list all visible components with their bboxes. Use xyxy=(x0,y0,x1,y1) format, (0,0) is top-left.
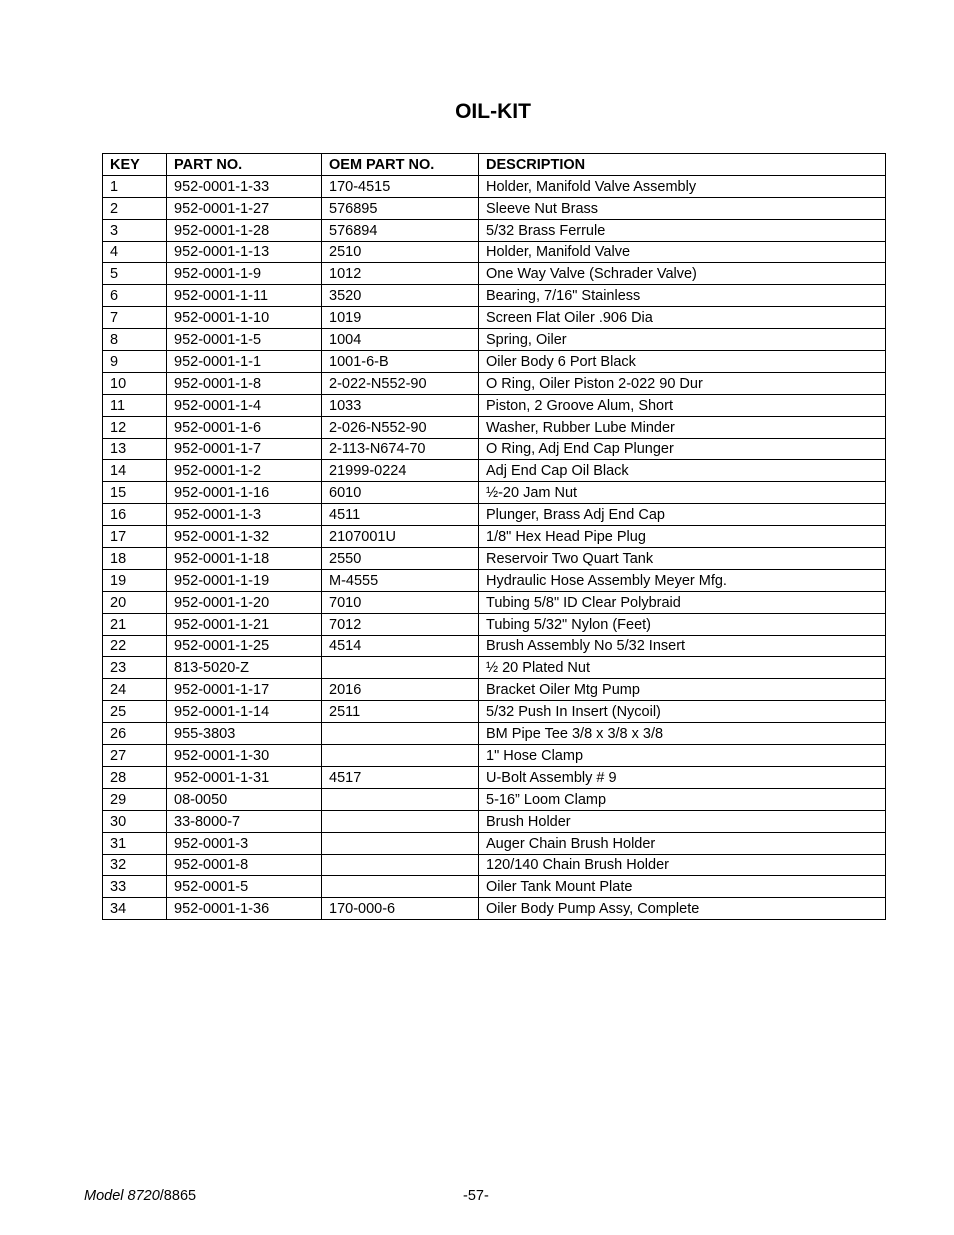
cell-oem-part-no: 1004 xyxy=(322,329,479,351)
cell-key: 4 xyxy=(103,241,167,263)
cell-oem-part-no xyxy=(322,745,479,767)
cell-description: Oiler Body 6 Port Black xyxy=(479,351,886,373)
cell-key: 31 xyxy=(103,832,167,854)
cell-key: 32 xyxy=(103,854,167,876)
cell-description: Adj End Cap Oil Black xyxy=(479,460,886,482)
cell-part-no: 952-0001-1-14 xyxy=(167,701,322,723)
cell-part-no: 952-0001-1-9 xyxy=(167,263,322,285)
table-row xyxy=(103,854,886,876)
table-row xyxy=(103,788,886,810)
table-row xyxy=(103,591,886,613)
cell-oem-part-no: 2510 xyxy=(322,241,479,263)
cell-part-no: 952-0001-1-31 xyxy=(167,766,322,788)
cell-description: Piston, 2 Groove Alum, Short xyxy=(479,394,886,416)
cell-oem-part-no: 7012 xyxy=(322,613,479,635)
cell-description: BM Pipe Tee 3/8 x 3/8 x 3/8 xyxy=(479,723,886,745)
cell-key: 17 xyxy=(103,526,167,548)
table-row xyxy=(103,219,886,241)
cell-key: 21 xyxy=(103,613,167,635)
cell-oem-part-no: 3520 xyxy=(322,285,479,307)
cell-oem-part-no: 1012 xyxy=(322,263,479,285)
cell-key: 25 xyxy=(103,701,167,723)
table-row xyxy=(103,241,886,263)
cell-part-no: 952-0001-1-19 xyxy=(167,569,322,591)
cell-key: 1 xyxy=(103,175,167,197)
cell-oem-part-no: 1033 xyxy=(322,394,479,416)
table-row xyxy=(103,679,886,701)
cell-part-no: 952-0001-1-11 xyxy=(167,285,322,307)
cell-description: Holder, Manifold Valve Assembly xyxy=(479,175,886,197)
cell-oem-part-no: 576894 xyxy=(322,219,479,241)
cell-part-no: 952-0001-1-7 xyxy=(167,438,322,460)
table-row xyxy=(103,416,886,438)
cell-part-no: 952-0001-1-28 xyxy=(167,219,322,241)
table-row xyxy=(103,394,886,416)
cell-key: 5 xyxy=(103,263,167,285)
cell-part-no: 952-0001-1-2 xyxy=(167,460,322,482)
table-row xyxy=(103,438,886,460)
cell-key: 3 xyxy=(103,219,167,241)
table-row xyxy=(103,723,886,745)
footer-model xyxy=(84,1188,196,1204)
cell-key: 8 xyxy=(103,329,167,351)
cell-part-no: 952-0001-1-20 xyxy=(167,591,322,613)
cell-part-no: 33-8000-7 xyxy=(167,810,322,832)
cell-key: 20 xyxy=(103,591,167,613)
cell-oem-part-no: 6010 xyxy=(322,482,479,504)
cell-key: 13 xyxy=(103,438,167,460)
cell-part-no: 952-0001-1-32 xyxy=(167,526,322,548)
table-row xyxy=(103,175,886,197)
cell-oem-part-no: 170-000-6 xyxy=(322,898,479,920)
table-row xyxy=(103,307,886,329)
table-row xyxy=(103,329,886,351)
page-title: OIL-KIT xyxy=(455,100,531,123)
cell-description: Spring, Oiler xyxy=(479,329,886,351)
cell-description: Washer, Rubber Lube Minder xyxy=(479,416,886,438)
cell-oem-part-no: 21999-0224 xyxy=(322,460,479,482)
cell-oem-part-no: 1019 xyxy=(322,307,479,329)
cell-oem-part-no: 2511 xyxy=(322,701,479,723)
cell-description: 1" Hose Clamp xyxy=(479,745,886,767)
cell-oem-part-no: 576895 xyxy=(322,197,479,219)
cell-key: 30 xyxy=(103,810,167,832)
cell-oem-part-no xyxy=(322,723,479,745)
cell-description: 5-16” Loom Clamp xyxy=(479,788,886,810)
cell-key: 6 xyxy=(103,285,167,307)
cell-description: 5/32 Brass Ferrule xyxy=(479,219,886,241)
cell-description: O Ring, Adj End Cap Plunger xyxy=(479,438,886,460)
cell-oem-part-no xyxy=(322,657,479,679)
table-row xyxy=(103,569,886,591)
cell-description: ½ 20 Plated Nut xyxy=(479,657,886,679)
cell-part-no: 952-0001-1-5 xyxy=(167,329,322,351)
cell-key: 7 xyxy=(103,307,167,329)
cell-description: Oiler Body Pump Assy, Complete xyxy=(479,898,886,920)
cell-description: U-Bolt Assembly # 9 xyxy=(479,766,886,788)
cell-part-no: 955-3803 xyxy=(167,723,322,745)
cell-key: 15 xyxy=(103,482,167,504)
cell-description: Screen Flat Oiler .906 Dia xyxy=(479,307,886,329)
cell-part-no: 952-0001-1-4 xyxy=(167,394,322,416)
cell-description: ½-20 Jam Nut xyxy=(479,482,886,504)
table-row xyxy=(103,504,886,526)
cell-description: Tubing 5/8" ID Clear Polybraid xyxy=(479,591,886,613)
cell-part-no: 952-0001-1-21 xyxy=(167,613,322,635)
cell-oem-part-no: 2-022-N552-90 xyxy=(322,372,479,394)
table-row xyxy=(103,898,886,920)
cell-part-no: 952-0001-5 xyxy=(167,876,322,898)
cell-part-no: 952-0001-1-27 xyxy=(167,197,322,219)
cell-description: 1/8" Hex Head Pipe Plug xyxy=(479,526,886,548)
cell-description: Hydraulic Hose Assembly Meyer Mfg. xyxy=(479,569,886,591)
cell-part-no: 952-0001-1-25 xyxy=(167,635,322,657)
cell-part-no: 952-0001-1-36 xyxy=(167,898,322,920)
table-row xyxy=(103,635,886,657)
cell-oem-part-no xyxy=(322,788,479,810)
cell-oem-part-no: 4514 xyxy=(322,635,479,657)
cell-oem-part-no: 2550 xyxy=(322,548,479,570)
cell-key: 28 xyxy=(103,766,167,788)
cell-description: Brush Assembly No 5/32 Insert xyxy=(479,635,886,657)
table-row xyxy=(103,701,886,723)
cell-key: 12 xyxy=(103,416,167,438)
header-part-no: PART NO. xyxy=(167,154,322,176)
table-row xyxy=(103,372,886,394)
cell-key: 22 xyxy=(103,635,167,657)
table-row xyxy=(103,548,886,570)
cell-key: 24 xyxy=(103,679,167,701)
table-row xyxy=(103,285,886,307)
parts-table-body xyxy=(103,175,886,919)
cell-key: 10 xyxy=(103,372,167,394)
cell-part-no: 952-0001-1-16 xyxy=(167,482,322,504)
cell-description: One Way Valve (Schrader Valve) xyxy=(479,263,886,285)
table-row xyxy=(103,263,886,285)
cell-part-no: 813-5020-Z xyxy=(167,657,322,679)
table-header-row xyxy=(103,154,886,176)
cell-key: 19 xyxy=(103,569,167,591)
cell-key: 18 xyxy=(103,548,167,570)
cell-key: 2 xyxy=(103,197,167,219)
cell-key: 27 xyxy=(103,745,167,767)
table-row xyxy=(103,482,886,504)
table-row xyxy=(103,766,886,788)
cell-description: Brush Holder xyxy=(479,810,886,832)
cell-key: 9 xyxy=(103,351,167,373)
cell-part-no: 08-0050 xyxy=(167,788,322,810)
cell-part-no: 952-0001-1-30 xyxy=(167,745,322,767)
cell-oem-part-no xyxy=(322,810,479,832)
cell-key: 16 xyxy=(103,504,167,526)
cell-oem-part-no xyxy=(322,832,479,854)
cell-key: 29 xyxy=(103,788,167,810)
table-row xyxy=(103,876,886,898)
cell-oem-part-no: 2-113-N674-70 xyxy=(322,438,479,460)
cell-part-no: 952-0001-1-13 xyxy=(167,241,322,263)
footer-model-label: Model 8720 xyxy=(84,1188,160,1204)
cell-part-no: 952-0001-1-1 xyxy=(167,351,322,373)
table-row xyxy=(103,197,886,219)
cell-key: 34 xyxy=(103,898,167,920)
table-row xyxy=(103,832,886,854)
cell-description: Bearing, 7/16" Stainless xyxy=(479,285,886,307)
cell-key: 23 xyxy=(103,657,167,679)
cell-oem-part-no: 7010 xyxy=(322,591,479,613)
cell-oem-part-no: 4511 xyxy=(322,504,479,526)
header-oem-part-no: OEM PART NO. xyxy=(322,154,479,176)
header-description: DESCRIPTION xyxy=(479,154,886,176)
cell-part-no: 952-0001-3 xyxy=(167,832,322,854)
cell-oem-part-no: 4517 xyxy=(322,766,479,788)
cell-oem-part-no: 1001-6-B xyxy=(322,351,479,373)
cell-oem-part-no: 170-4515 xyxy=(322,175,479,197)
cell-description: Bracket Oiler Mtg Pump xyxy=(479,679,886,701)
table-row xyxy=(103,526,886,548)
cell-part-no: 952-0001-1-10 xyxy=(167,307,322,329)
cell-part-no: 952-0001-8 xyxy=(167,854,322,876)
cell-part-no: 952-0001-1-8 xyxy=(167,372,322,394)
cell-oem-part-no: 2107001U xyxy=(322,526,479,548)
cell-part-no: 952-0001-1-33 xyxy=(167,175,322,197)
cell-key: 26 xyxy=(103,723,167,745)
footer-model-suffix: /8865 xyxy=(159,1188,197,1204)
cell-description: Holder, Manifold Valve xyxy=(479,241,886,263)
page-number: -57- xyxy=(463,1188,489,1204)
cell-description: Oiler Tank Mount Plate xyxy=(479,876,886,898)
cell-part-no: 952-0001-1-18 xyxy=(167,548,322,570)
cell-key: 11 xyxy=(103,394,167,416)
table-row xyxy=(103,460,886,482)
cell-oem-part-no: M-4555 xyxy=(322,569,479,591)
parts-table xyxy=(102,153,886,920)
cell-oem-part-no: 2-026-N552-90 xyxy=(322,416,479,438)
cell-description: 120/140 Chain Brush Holder xyxy=(479,854,886,876)
header-key: KEY xyxy=(103,154,167,176)
cell-part-no: 952-0001-1-17 xyxy=(167,679,322,701)
table-row xyxy=(103,657,886,679)
cell-description: 5/32 Push In Insert (Nycoil) xyxy=(479,701,886,723)
table-row xyxy=(103,810,886,832)
cell-description: Sleeve Nut Brass xyxy=(479,197,886,219)
cell-description: Tubing 5/32" Nylon (Feet) xyxy=(479,613,886,635)
cell-oem-part-no xyxy=(322,876,479,898)
cell-description: Plunger, Brass Adj End Cap xyxy=(479,504,886,526)
cell-oem-part-no: 2016 xyxy=(322,679,479,701)
cell-part-no: 952-0001-1-6 xyxy=(167,416,322,438)
table-row xyxy=(103,613,886,635)
cell-description: O Ring, Oiler Piston 2-022 90 Dur xyxy=(479,372,886,394)
cell-key: 14 xyxy=(103,460,167,482)
cell-part-no: 952-0001-1-3 xyxy=(167,504,322,526)
cell-description: Auger Chain Brush Holder xyxy=(479,832,886,854)
cell-oem-part-no xyxy=(322,854,479,876)
table-row xyxy=(103,351,886,373)
table-row xyxy=(103,745,886,767)
cell-key: 33 xyxy=(103,876,167,898)
cell-description: Reservoir Two Quart Tank xyxy=(479,548,886,570)
